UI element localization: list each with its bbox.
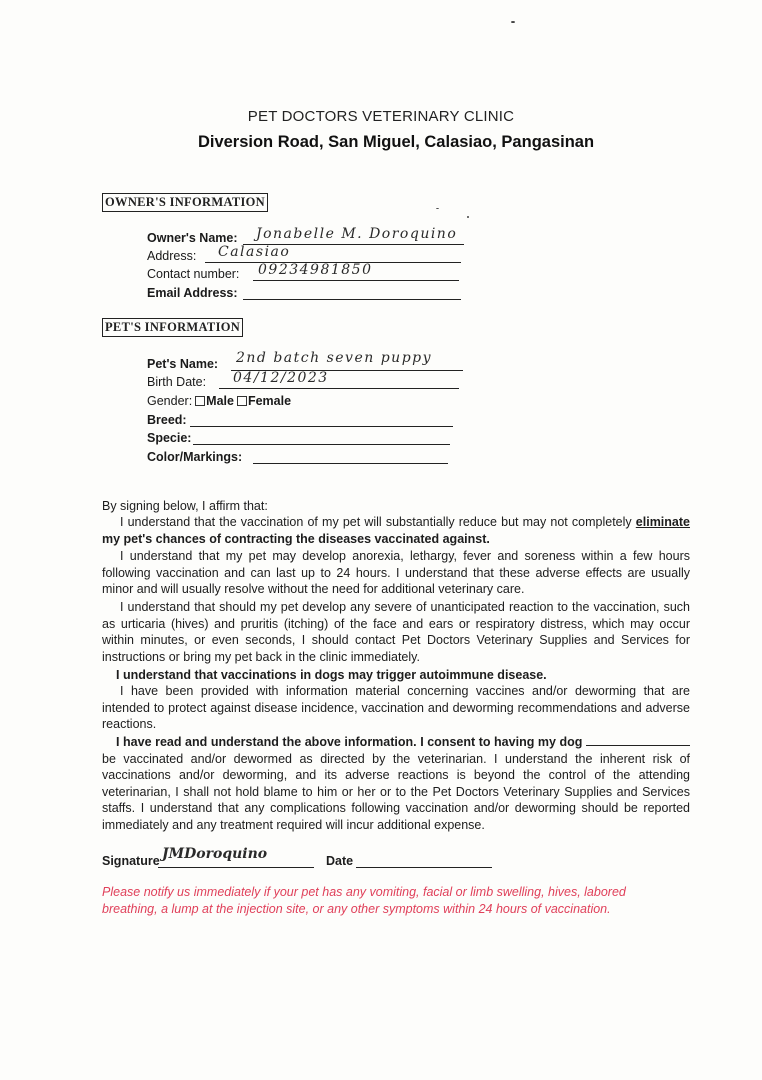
p1-eliminate: eliminate xyxy=(635,515,690,529)
clinic-address: Diversion Road, San Miguel, Calasiao, Pangasinan xyxy=(197,133,595,151)
female-checkbox[interactable] xyxy=(237,396,247,406)
address-label: Address: xyxy=(147,249,197,263)
male-option-label: Male xyxy=(206,394,234,408)
birth-date-line xyxy=(219,388,459,389)
post-vaccination-notice: Please notify us immediately if your pet has any vomiting, facial or limb swelling, hives, labored breathing, a lump at the injection site, or any other symptoms within 24 hours of vaccination. xyxy=(102,885,626,916)
dog-name-blank[interactable] xyxy=(586,745,690,746)
scan-speck xyxy=(467,216,469,218)
signature-value: JMDoroquino xyxy=(162,846,268,862)
p2-text: I understand that my pet may develop anorexia, lethargy, fever and soreness within a few hours following vaccination and can last up to 24 hours. I understand that these adverse effects are usually minor and will usually resolve without the need for additional veterinary care. xyxy=(102,549,690,597)
gender-label: Gender: xyxy=(147,394,193,408)
owner-name-value: Jonabelle M. Doroquino xyxy=(256,226,458,242)
female-option-label: Female xyxy=(247,394,292,408)
p4-text: I understand that vaccinations in dogs may trigger autoimmune disease. xyxy=(116,668,547,682)
consent-paragraph-5 xyxy=(102,683,690,733)
contact-label: Contact number: xyxy=(147,267,240,281)
consent-paragraph-2 xyxy=(102,548,690,598)
color-markings-line xyxy=(253,463,448,464)
male-checkbox[interactable] xyxy=(195,396,205,406)
pet-name-label: Pet's Name: xyxy=(147,357,219,371)
pet-name-field[interactable] xyxy=(147,357,218,371)
consent-paragraph-6 xyxy=(102,734,690,834)
gender-field[interactable] xyxy=(147,394,291,408)
email-label: Email Address: xyxy=(147,286,238,300)
contact-line xyxy=(253,280,459,281)
signature-row xyxy=(102,846,702,874)
scan-speck xyxy=(511,21,515,23)
owner-section-title: OWNER'S INFORMATION xyxy=(102,193,268,212)
pet-section-title: PET'S INFORMATION xyxy=(102,318,243,337)
scan-speck xyxy=(436,208,439,209)
address-value: Calasiao xyxy=(218,244,291,260)
p3-text: I understand that should my pet develop any severe of unanticipated reaction to the vaccination, such as urticaria (hives) and pruritis (itching) of the face and ears or respiratory distress, which may occur within minutes, or even seconds, I should contact Pet Doctors Veterinary Supplies and Services for instructions or bring my pet back in the clinic immediately. xyxy=(102,600,690,664)
owner-name-label: Owner's Name: xyxy=(147,231,238,245)
p5-text: I have been provided with information material concerning vaccines and/or deworming that are intended to protect against disease incidence, vaccination and deworming recommendations and adverse reactions. xyxy=(102,684,690,732)
breed-line xyxy=(190,426,453,427)
breed-field[interactable] xyxy=(147,413,187,427)
p1-text-c: my pet's chances of contracting the diseases vaccinated against. xyxy=(102,531,490,546)
contact-field[interactable] xyxy=(147,267,239,281)
p6-text-b: be vaccinated and/or dewormed as directed by the veterinarian. I understand the inherent risk of vaccinations and/or deworming, and its adverse reactions is beyond the control of the attending veterinarian, I shall not hold blame to him or her or to the Pet Doctors Veterinary Supplies and Services staffs. I understand that any complications following vaccination and/or deworming should be reported immediately and any treatment required will incur additional expense. xyxy=(102,751,690,832)
email-line xyxy=(243,299,461,300)
address-field[interactable] xyxy=(147,249,196,263)
color-markings-field[interactable] xyxy=(147,450,242,464)
consent-paragraph-3 xyxy=(102,599,690,665)
breed-label: Breed: xyxy=(147,413,187,427)
specie-field[interactable] xyxy=(147,431,191,445)
p1-text-a: I understand that the vaccination of my pet will substantially reduce but may not completely xyxy=(120,515,632,529)
date-line[interactable] xyxy=(356,867,492,868)
birth-date-field[interactable] xyxy=(147,375,206,389)
specie-label: Specie: xyxy=(147,431,192,445)
p6-text-a: I have read and understand the above information. I consent to having my dog xyxy=(116,735,583,749)
consent-paragraph-1 xyxy=(102,514,690,547)
color-markings-label: Color/Markings: xyxy=(147,450,243,464)
birth-date-label: Birth Date: xyxy=(147,375,207,389)
date-label: Date xyxy=(326,854,354,868)
email-field[interactable] xyxy=(147,286,238,300)
contact-value: 09234981850 xyxy=(258,262,373,278)
signature-label: Signature xyxy=(102,854,160,868)
clinic-name: PET DOCTORS VETERINARY CLINIC xyxy=(247,108,515,125)
pet-name-value: 2nd batch seven puppy xyxy=(236,350,433,366)
consent-intro: By signing below, I affirm that: xyxy=(102,499,268,513)
specie-line xyxy=(193,444,450,445)
owner-name-field[interactable] xyxy=(147,231,238,245)
birth-date-value: 04/12/2023 xyxy=(233,370,329,386)
signature-line[interactable] xyxy=(158,867,314,868)
consent-paragraph-4 xyxy=(102,667,690,684)
